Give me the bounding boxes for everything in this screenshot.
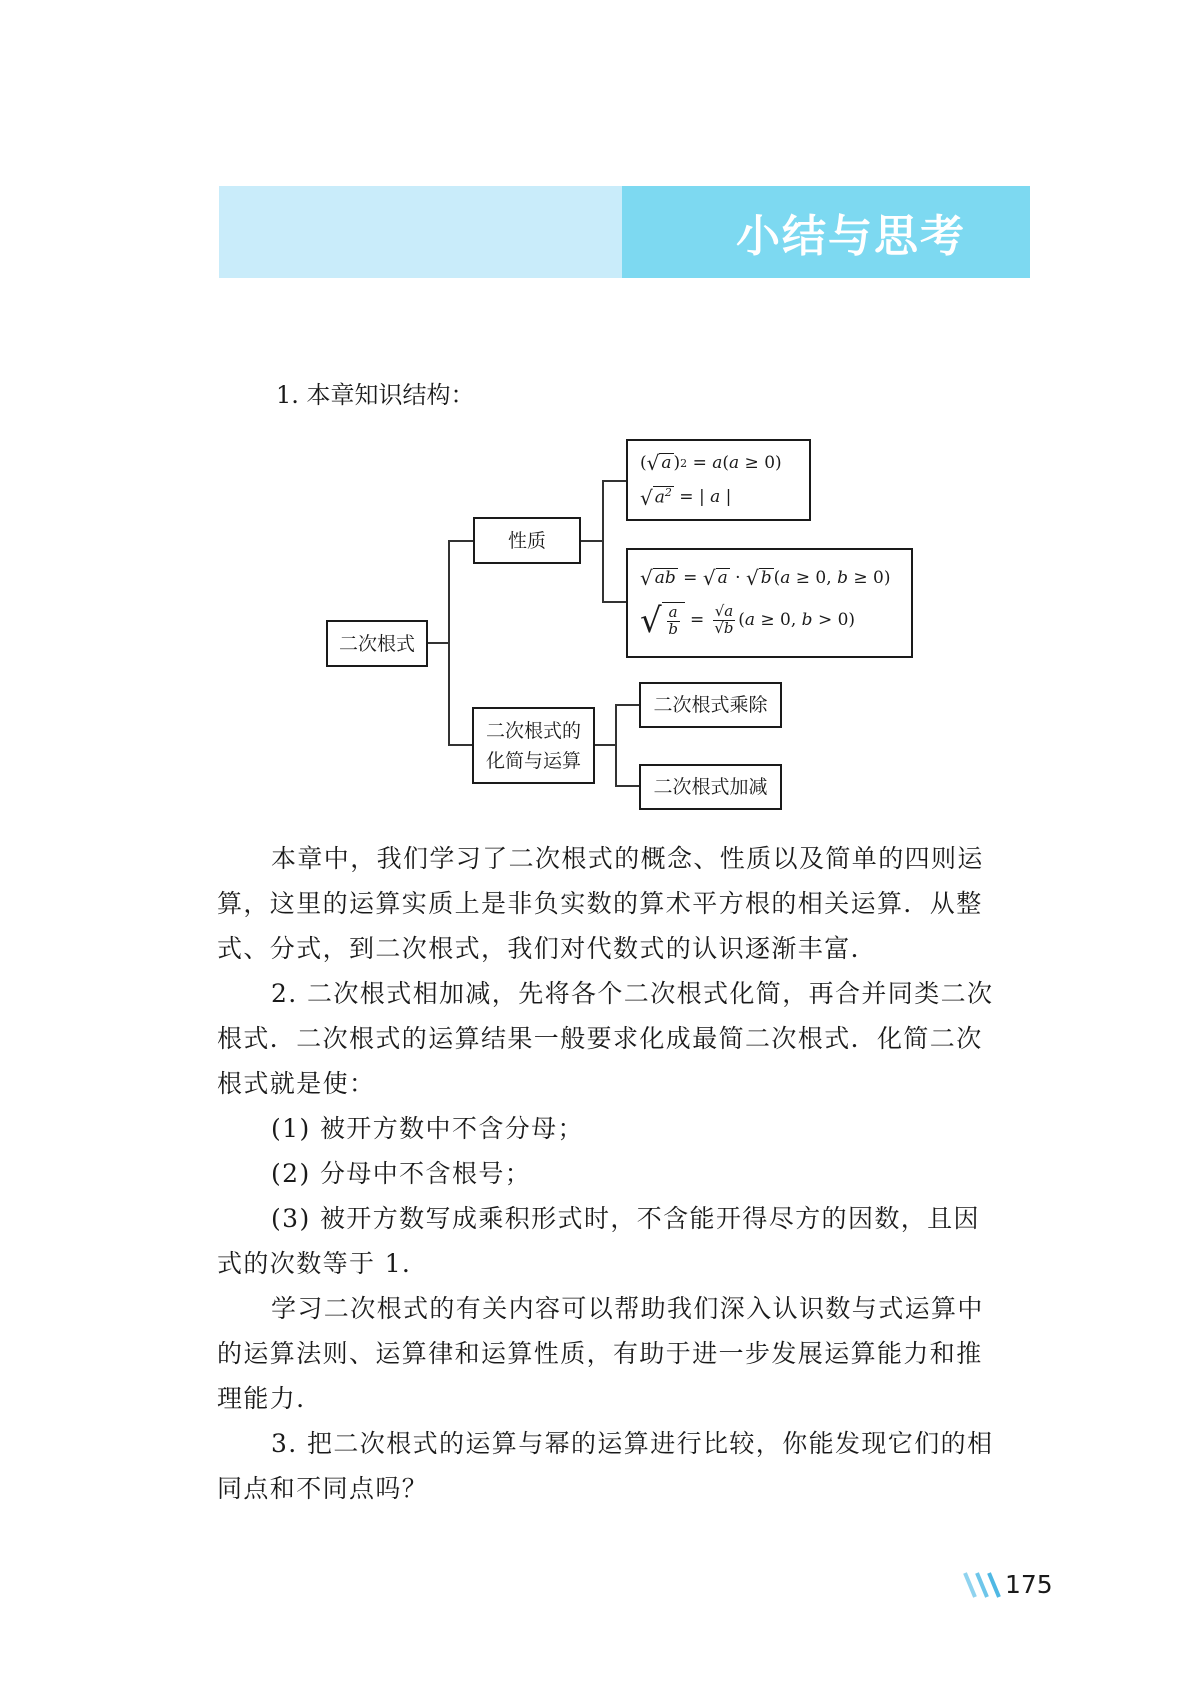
node-properties-label: 性质 [507,529,546,552]
knowledge-structure-label: 1. 本章知识结构： [276,381,475,409]
formula-sqrt-of-square: √ $a^2$ = | a | [640,485,732,510]
paragraph-line: 算，这里的运算实质上是非负实数的算术平方根的相关运算．从整 [217,889,983,918]
list-item: (2) 分母中不含根号； [271,1159,532,1188]
paragraph-line: 式的次数等于 1． [217,1249,429,1278]
connector-to-properties [448,540,473,542]
page-number: 175 [1005,1570,1053,1599]
node-operations [472,707,595,784]
formula-sqrt-product: √ ab = √ a · √ b ( a ≥ 0, b ≥ 0) [640,566,891,590]
paragraph-line: 理能力． [217,1384,323,1413]
node-operations-label-1: 二次根式的 [485,719,581,742]
body-text [217,836,1030,1511]
paragraph-line: 根式．二次根式的运算结果一般要求化成最简二次根式．化简二次 [217,1024,983,1053]
node-mul-div-label: 二次根式乘除 [653,694,768,716]
connector-properties-out [580,540,603,542]
paragraph-line: 本章中，我们学习了二次根式的概念、性质以及简单的四则运 [271,844,984,873]
node-operations-label-2: 化简与运算 [485,749,581,772]
paragraph-line: 2. 二次根式相加减，先将各个二次根式化简，再合并同类二次 [271,979,994,1008]
list-item: (1) 被开方数中不含分母； [271,1114,584,1143]
formula-sqrt-quotient: √ $\frac{a}{b}$ = $\frac{√a}{√b}$ ( a ≥ 0, b > 0) [640,600,856,641]
paragraph-line: 学习二次根式的有关内容可以帮助我们深入认识数与式运算中 [271,1294,984,1323]
connector-to-formula-1 [602,480,626,482]
connector-to-operations [448,744,472,746]
connector-root [427,642,449,644]
paragraph-line: 式、分式，到二次根式，我们对代数式的认识逐渐丰富． [217,934,878,963]
connector-operations-vertical [615,704,617,787]
formula-box-square-root-properties [626,439,811,521]
page-stripes-icon [963,1571,1003,1599]
section-title: 小结与思考 [736,211,966,262]
connector-operations-out [594,744,616,746]
node-add-sub [639,764,782,810]
connector-to-mul-div [615,704,639,706]
formula-box-product-quotient [626,548,913,658]
connector-to-add-sub [615,785,639,787]
list-item: (3) 被开方数写成乘积形式时，不含能开得尽方的因数，且因 [271,1204,980,1233]
node-mul-div [639,682,782,728]
connector-main-vertical [448,540,450,745]
node-root-label: 二次根式 [338,632,415,655]
paragraph-line: 同点和不同点吗？ [217,1474,429,1503]
paragraph-line: 根式就是使： [217,1069,376,1098]
node-add-sub-label: 二次根式加减 [653,776,768,798]
formula-sqrt-squared: ( √ a ) 2 = a ( a ≥ 0) [640,451,782,475]
paragraph-line: 3. 把二次根式的运算与幂的运算进行比较，你能发现它们的相 [271,1429,994,1458]
connector-properties-vertical [602,480,604,603]
connector-to-formula-2 [602,601,626,603]
node-root [326,620,428,667]
paragraph-line: 的运算法则、运算律和运算性质，有助于进一步发展运算能力和推 [217,1339,983,1368]
node-properties [473,517,581,564]
